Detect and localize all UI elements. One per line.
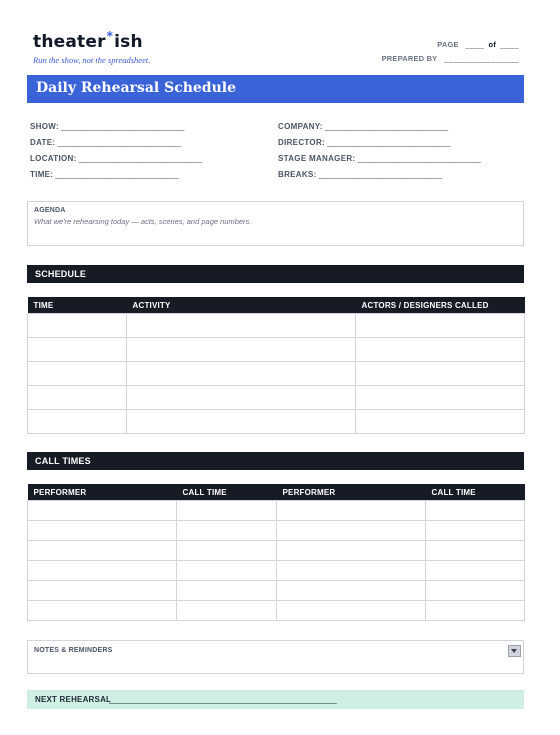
title-bar <box>27 75 524 103</box>
stage-manager-label: STAGE MANAGER: <box>278 154 356 163</box>
call-times-cell[interactable] <box>177 561 277 581</box>
show-field[interactable] <box>30 122 185 131</box>
next-rehearsal-label: NEXT REHEARSAL <box>35 695 112 704</box>
call-times-cell[interactable] <box>277 601 426 621</box>
call-times-cell[interactable] <box>28 541 177 561</box>
call-times-cell[interactable] <box>426 541 525 561</box>
call-times-cell[interactable] <box>177 521 277 541</box>
agenda-box[interactable] <box>27 201 524 246</box>
breaks-label: BREAKS: <box>278 170 317 179</box>
next-rehearsal-line[interactable]: ________________________________________________ <box>109 695 337 704</box>
prepared-by-label: PREPARED BY <box>381 54 438 63</box>
call-times-cell[interactable] <box>177 601 277 621</box>
notes-heading: NOTES & REMINDERS <box>34 647 113 654</box>
prepared-by-field[interactable]: ________________ <box>444 54 519 63</box>
schedule-cell[interactable] <box>356 314 525 338</box>
date-label: DATE: <box>30 138 56 147</box>
company-label: COMPANY: <box>278 122 323 131</box>
call-times-row <box>28 521 525 541</box>
company-line[interactable]: __________________________ <box>325 122 449 131</box>
call-times-cell[interactable] <box>426 561 525 581</box>
agenda-placeholder: What we're rehearsing today — acts, scenes, and page numbers. <box>34 217 252 226</box>
director-line[interactable]: __________________________ <box>327 138 451 147</box>
page-info <box>382 38 519 66</box>
schedule-cell[interactable] <box>127 386 356 410</box>
page-title: Daily Rehearsal Schedule <box>36 80 236 96</box>
schedule-table <box>27 297 525 434</box>
stage-manager-line[interactable]: __________________________ <box>357 154 482 163</box>
schedule-header-row <box>28 297 525 314</box>
schedule-col-called: ACTORS / DESIGNERS CALLED <box>356 297 525 314</box>
call-times-section-bar <box>27 452 524 470</box>
schedule-cell[interactable] <box>127 362 356 386</box>
schedule-row <box>28 338 525 362</box>
logo <box>33 29 150 52</box>
call-times-cell[interactable] <box>28 581 177 601</box>
logo-text-left: theater <box>33 32 106 52</box>
page-label: PAGE <box>437 40 459 49</box>
call-times-cell[interactable] <box>28 601 177 621</box>
page-number-field[interactable]: ____ <box>465 40 485 49</box>
schedule-cell[interactable] <box>356 410 525 434</box>
call-times-col-performer-2: PERFORMER <box>277 484 426 501</box>
call-times-header-row <box>28 484 525 501</box>
call-times-cell[interactable] <box>177 501 277 521</box>
call-times-cell[interactable] <box>277 561 426 581</box>
call-times-cell[interactable] <box>277 521 426 541</box>
call-times-col-call-time-2: CALL TIME <box>426 484 525 501</box>
schedule-cell[interactable] <box>356 362 525 386</box>
schedule-cell[interactable] <box>127 410 356 434</box>
call-times-cell[interactable] <box>277 581 426 601</box>
schedule-section-title: SCHEDULE <box>35 269 87 279</box>
logo-star: * <box>106 29 114 43</box>
schedule-cell[interactable] <box>28 338 127 362</box>
chevron-down-icon[interactable] <box>508 645 521 657</box>
time-label: TIME: <box>30 170 54 179</box>
call-times-table <box>27 484 525 621</box>
location-label: LOCATION: <box>30 154 77 163</box>
breaks-field[interactable] <box>278 170 442 179</box>
next-rehearsal-bar <box>27 690 524 709</box>
schedule-cell[interactable] <box>28 386 127 410</box>
schedule-cell[interactable] <box>127 314 356 338</box>
call-times-row <box>28 601 525 621</box>
call-times-row <box>28 561 525 581</box>
call-times-cell[interactable] <box>177 541 277 561</box>
schedule-cell[interactable] <box>356 386 525 410</box>
schedule-cell[interactable] <box>28 362 127 386</box>
schedule-row <box>28 362 525 386</box>
company-field[interactable] <box>278 122 449 131</box>
page-total-field[interactable]: ____ <box>500 40 519 49</box>
schedule-col-activity: ACTIVITY <box>127 297 356 314</box>
location-field[interactable] <box>30 154 202 163</box>
date-field[interactable] <box>30 138 181 147</box>
call-times-row <box>28 501 525 521</box>
schedule-cell[interactable] <box>356 338 525 362</box>
schedule-cell[interactable] <box>28 314 127 338</box>
logo-text-right: ish <box>114 32 143 52</box>
call-times-cell[interactable] <box>177 581 277 601</box>
location-line[interactable]: __________________________ <box>78 154 203 163</box>
call-times-section-title: CALL TIMES <box>35 456 91 466</box>
call-times-cell[interactable] <box>426 521 525 541</box>
call-times-cell[interactable] <box>426 581 525 601</box>
stage-manager-field[interactable] <box>278 154 481 163</box>
schedule-cell[interactable] <box>28 410 127 434</box>
agenda-heading: AGENDA <box>34 207 66 214</box>
call-times-cell[interactable] <box>28 521 177 541</box>
director-field[interactable] <box>278 138 451 147</box>
schedule-section-bar <box>27 265 524 283</box>
schedule-row <box>28 386 525 410</box>
call-times-col-performer-1: PERFORMER <box>28 484 177 501</box>
brand <box>33 29 151 65</box>
call-times-cell[interactable] <box>426 501 525 521</box>
show-line[interactable]: __________________________ <box>61 122 185 131</box>
call-times-row <box>28 541 525 561</box>
call-times-row <box>28 581 525 601</box>
of-label: of <box>488 40 497 49</box>
schedule-col-time: TIME <box>28 297 127 314</box>
notes-box[interactable] <box>27 640 524 674</box>
time-line[interactable]: __________________________ <box>55 170 179 179</box>
schedule-row <box>28 410 525 434</box>
call-times-cell[interactable] <box>28 561 177 581</box>
breaks-line[interactable]: __________________________ <box>318 170 443 179</box>
date-line[interactable]: __________________________ <box>57 138 182 147</box>
schedule-cell[interactable] <box>127 338 356 362</box>
call-times-cell[interactable] <box>426 601 525 621</box>
call-times-cell[interactable] <box>277 501 426 521</box>
director-label: DIRECTOR: <box>278 138 325 147</box>
call-times-col-call-time-1: CALL TIME <box>177 484 277 501</box>
time-field[interactable] <box>30 170 179 179</box>
call-times-cell[interactable] <box>277 541 426 561</box>
schedule-row <box>28 314 525 338</box>
tagline: Run the show, not the spreadsheet. <box>33 55 151 65</box>
call-times-cell[interactable] <box>28 501 177 521</box>
show-label: SHOW: <box>30 122 59 131</box>
